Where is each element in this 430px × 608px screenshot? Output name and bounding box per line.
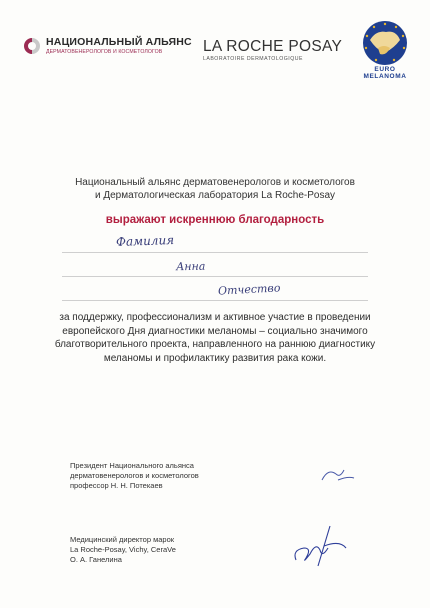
- body-line-4: меланомы и профилактику развития рака кожи.: [103, 352, 327, 364]
- recipient-name: Анна: [175, 259, 206, 274]
- recipient-surname: Фамилия: [115, 232, 175, 250]
- patronymic-line: [62, 300, 368, 301]
- laroche-posay-logo: [203, 39, 342, 62]
- name-line: [62, 276, 368, 277]
- body-line-2: европейского Дня диагностики меланомы – социально значимого: [62, 325, 368, 337]
- intro-line-2: и Дерматологическая лаборатория La Roche-Posay: [94, 190, 336, 201]
- body-line-1: за поддержку, профессионализм и активное участие в проведении: [59, 312, 371, 323]
- signatory-president: [70, 461, 199, 491]
- alliance-logo: [22, 36, 192, 56]
- body-text: [0, 311, 430, 365]
- laroche-logo-sub: LABORATOIRE DERMATOLOGIQUE: [203, 56, 303, 62]
- alliance-mark-icon: [22, 36, 42, 56]
- recipient-patronymic: Отчество: [217, 281, 281, 298]
- alliance-logo-line2: ДЕРМАТОВЕНЕРОЛОГОВ И КОСМЕТОЛОГОВ: [46, 49, 163, 55]
- alliance-logo-line1: НАЦИОНАЛЬНЫЙ АЛЬЯНС: [46, 36, 192, 48]
- euromelanoma-logo: [356, 18, 414, 82]
- signatory-line: дерматовенерологов и косметологов: [70, 471, 199, 480]
- intro-line-1: Национальный альянс дерматовенерологов и косметологов: [75, 177, 355, 188]
- headline: выражают искреннюю благодарность: [105, 214, 325, 226]
- signatory-line: О. А. Ганелина: [70, 555, 122, 564]
- laroche-logo-main: LA ROCHE POSAY: [203, 38, 343, 55]
- signature-president: [318, 462, 358, 491]
- signatory-line: La Roche-Posay, Vichy, CeraVe: [70, 545, 176, 554]
- signatory-medical-director: [70, 535, 176, 565]
- body-line-3: благотворительного проекта, направленного на раннюю диагностику: [54, 339, 376, 350]
- signatory-line: Президент Национального альянса: [70, 461, 194, 470]
- intro-text: [0, 176, 430, 202]
- signatory-line: профессор Н. Н. Потекаев: [70, 481, 163, 490]
- surname-line: [62, 252, 368, 253]
- euromelanoma-logo-text: EURO MELANOMA: [363, 66, 407, 80]
- signatory-line: Медицинский директор марок: [70, 535, 175, 544]
- signature-medical-director: [290, 520, 350, 575]
